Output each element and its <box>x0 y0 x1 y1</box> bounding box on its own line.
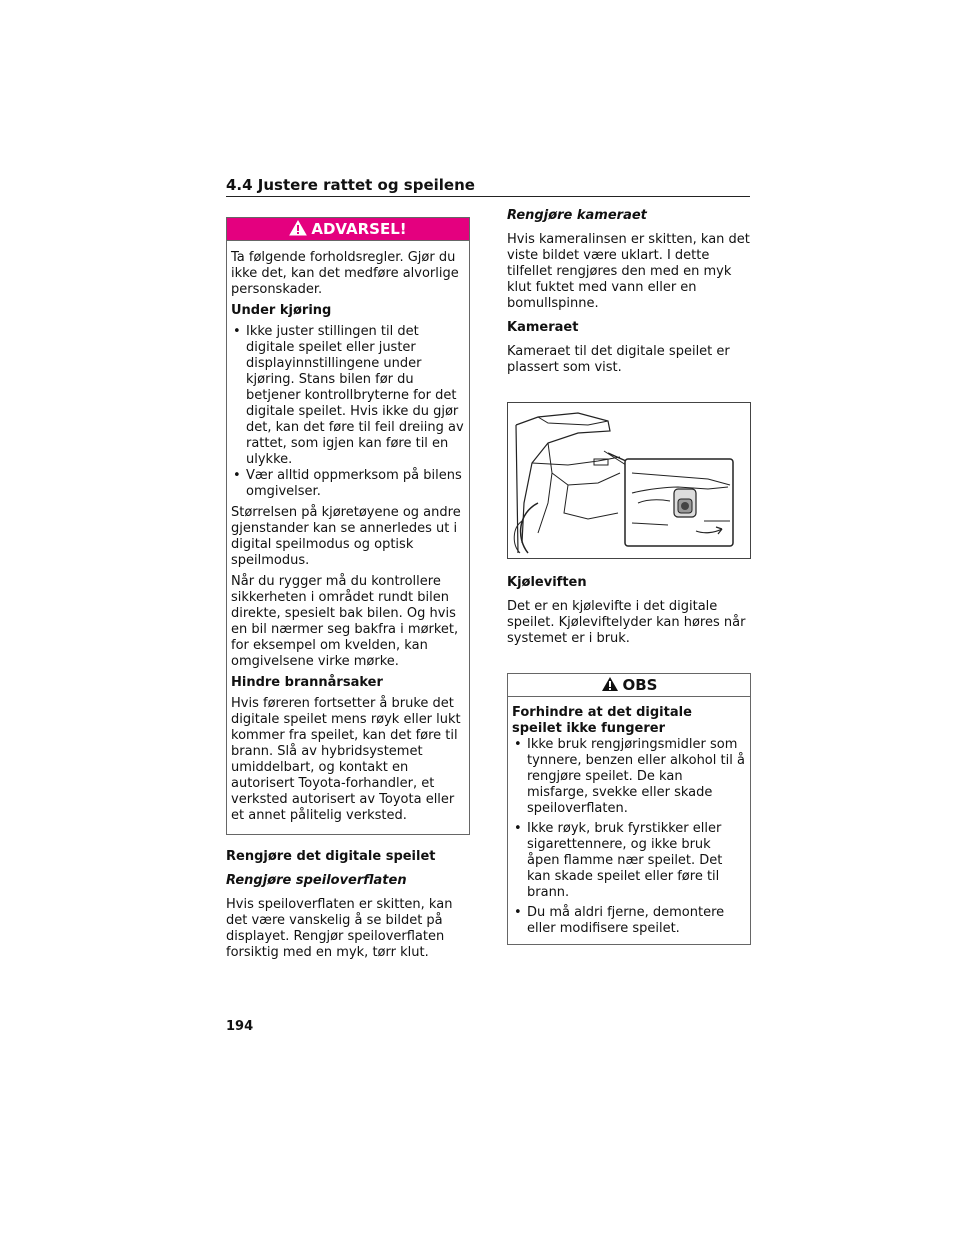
notice-header <box>508 674 750 697</box>
surface-subheading: Rengjøre speiloverflaten <box>226 873 407 888</box>
fan-heading: Kjøleviften <box>507 575 587 590</box>
warning-triangle-icon <box>289 220 307 239</box>
fire-heading: Hindre brannårsaker <box>231 675 383 690</box>
notice-title: OBS <box>622 676 658 694</box>
driving-bullet-list <box>231 324 465 500</box>
camera-clean-paragraph: Hvis kameralinsen er skitten, kan det viste bildet være uklart. I dette tilfellet rengjøres den med en myk klut fuktet med vann eller en bomullspinne. <box>507 232 750 311</box>
notice-bullet-list <box>512 737 746 937</box>
list-item: • Vær alltid oppmerksom på bilens omgivelser. <box>233 468 462 499</box>
section-title: 4.4 Justere rattet og speilene <box>226 177 750 197</box>
left-column <box>226 217 470 969</box>
notice-box <box>507 673 751 945</box>
cleaning-heading: Rengjøre det digitale speilet <box>226 849 436 864</box>
camera-paragraph: Kameraet til det digitale speilet er plassert som vist. <box>507 344 730 375</box>
list-item: • Du må aldri fjerne, demontere eller modifisere speilet. <box>514 905 725 936</box>
warning-box <box>226 217 470 835</box>
warning-header <box>227 218 469 241</box>
caution-triangle-icon <box>601 676 619 695</box>
driving-heading: Under kjøring <box>231 303 332 318</box>
page-number: 194 <box>226 1019 254 1034</box>
reverse-paragraph: Når du rygger må du kontrollere sikkerheten i området rundt bilen direkte, spesielt bak bilen. Og hvis en bil nærmer seg bakfra i mørket, for eksempel om kvelden, kan omgivelsene virke mørke. <box>231 574 459 669</box>
right-column <box>507 208 751 945</box>
warning-intro: Ta følgende forholdsregler. Gjør du ikke det, kan det medføre alvorlige personskader. <box>231 250 459 297</box>
surface-paragraph: Hvis speiloverflaten er skitten, kan det være vanskelig å se bildet på displayet. Rengjør speiloverflaten forsiktig med en myk, tørr klut. <box>226 897 453 960</box>
size-paragraph: Størrelsen på kjøretøyene og andre gjenstander kan se annerledes ut i digital speilmodus og optisk speilmodus. <box>231 505 461 568</box>
fan-paragraph: Det er en kjølevifte i det digitale speilet. Kjøleviftelyder kan høres når systemet er i bruk. <box>507 599 746 646</box>
camera-clean-subheading: Rengjøre kameraet <box>507 208 647 223</box>
list-item: • Ikke juster stillingen til det digitale speilet eller juster displayinnstillingene under kjøring. Stans bilen før du betjener kontrollbryterne for det digitale speilet. Hvis ikke du gjør det, kan det føre til feil dreiing av rattet, som igjen kan føre til en ulykke. <box>233 324 464 467</box>
camera-heading: Kameraet <box>507 320 579 335</box>
list-item: • Ikke bruk rengjøringsmidler som tynnere, benzen eller alkohol til å rengjøre speilet. De kan misfarge, svekke eller skade speiloverflaten. <box>514 737 745 816</box>
warning-title: ADVARSEL! <box>311 220 407 238</box>
fire-paragraph: Hvis føreren fortsetter å bruke det digitale speilet mens røyk eller lukt kommer fra speilet, kan det føre til brann. Slå av hybridsystemet umiddelbart, og kontakt en autorisert Toyota-forhandler, et verksted autorisert av Toyota eller et annet pålitelig verksted. <box>231 696 461 823</box>
notice-body <box>508 697 750 944</box>
list-item: • Ikke røyk, bruk fyrstikker eller sigarettennere, og ikke bruk åpen flamme nær speilet. Det kan skade speilet eller føre til brann. <box>514 821 723 900</box>
notice-heading: Forhindre at det digitale speilet ikke fungerer <box>512 705 692 736</box>
warning-body <box>227 241 469 834</box>
rear-car-drawing <box>508 403 750 558</box>
camera-location-illustration <box>507 402 751 559</box>
